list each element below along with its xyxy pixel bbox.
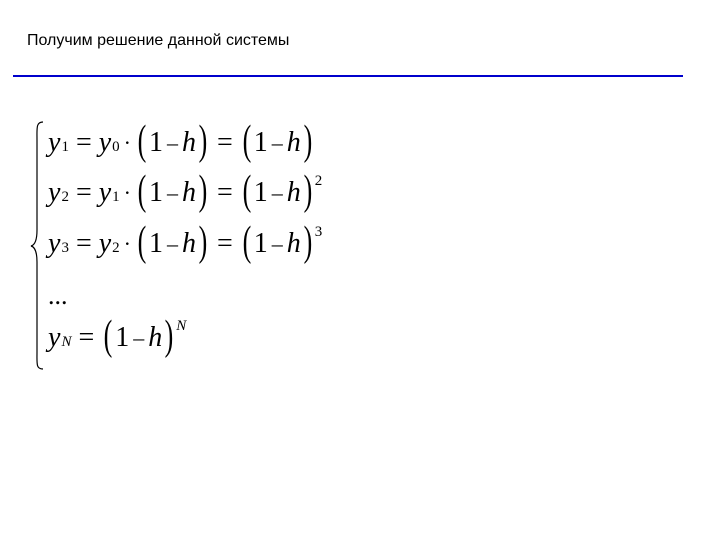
eq1-paren-close-2: ) xyxy=(303,118,313,164)
equation-3 xyxy=(48,219,323,265)
eq2-paren-open: ( xyxy=(137,168,147,214)
eq3-power: 3 xyxy=(314,223,323,240)
eq2-var: y xyxy=(98,177,112,208)
eq1-var: y xyxy=(98,127,112,158)
eq3-paren-open: ( xyxy=(137,219,147,265)
eq3-var-sub: 2 xyxy=(112,239,120,256)
eq2-minus: – xyxy=(167,180,178,205)
eq3-paren-close-2: ) xyxy=(303,219,313,265)
eq3-paren-close: ) xyxy=(198,219,208,265)
eq3-one-2: 1 xyxy=(253,228,268,259)
eqN-lhs: y xyxy=(48,322,61,353)
eq1-minus-2: – xyxy=(271,130,283,155)
ellipsis: ... xyxy=(48,281,68,310)
eq2-power: 2 xyxy=(314,172,323,189)
eq2-var-sub: 1 xyxy=(112,188,120,205)
eq2-minus-2: – xyxy=(271,180,283,205)
eq2-h-2: h xyxy=(286,177,301,208)
eq1-equals-2: = xyxy=(217,127,233,158)
eq1-minus: – xyxy=(167,130,178,155)
eqN-paren-close: ) xyxy=(164,313,174,359)
eqN-equals: = xyxy=(78,322,95,353)
eq2-lhs-sub: 2 xyxy=(61,188,69,205)
slide-title: Получим решение данной системы xyxy=(27,32,290,49)
eq3-var: y xyxy=(98,228,112,259)
eq3-paren-open-2: ( xyxy=(242,219,252,265)
eq3-lhs: y xyxy=(48,228,61,259)
eqN-paren-open: ( xyxy=(103,313,113,359)
eq2-paren-open-2: ( xyxy=(242,168,252,214)
eqN-minus: – xyxy=(133,325,145,350)
title-divider xyxy=(13,75,683,77)
eq1-var-sub: 0 xyxy=(112,138,120,155)
eq2-one: 1 xyxy=(149,177,163,208)
eqN-h: h xyxy=(148,322,163,353)
eq3-h-2: h xyxy=(286,228,301,259)
eq1-equals: = xyxy=(75,127,92,158)
eq3-minus-2: – xyxy=(271,231,283,256)
eq1-h-2: h xyxy=(286,127,301,158)
eq1-h: h xyxy=(182,127,196,158)
equation-n xyxy=(48,313,187,359)
equation-1 xyxy=(48,118,315,164)
eq3-lhs-sub: 3 xyxy=(61,239,69,256)
eq2-h: h xyxy=(182,177,196,208)
eq1-paren-open-2: ( xyxy=(242,118,252,164)
eq1-paren-open: ( xyxy=(137,118,147,164)
eq1-lhs: y xyxy=(48,127,61,158)
eq2-equals-2: = xyxy=(217,177,233,208)
eq2-paren-close-2: ) xyxy=(303,168,313,214)
eqN-power: N xyxy=(176,317,187,334)
eq1-paren-close: ) xyxy=(198,118,208,164)
eq1-one: 1 xyxy=(149,127,163,158)
eq3-equals: = xyxy=(75,228,92,259)
eqN-lhs-sub: N xyxy=(61,333,72,350)
eq2-one-2: 1 xyxy=(253,177,268,208)
eq3-equals-2: = xyxy=(217,228,233,259)
eq3-h: h xyxy=(182,228,196,259)
left-brace xyxy=(30,118,46,373)
eq1-lhs-sub: 1 xyxy=(61,138,69,155)
eqN-one: 1 xyxy=(115,322,130,353)
eq2-dot: · xyxy=(123,180,131,205)
eq1-one-2: 1 xyxy=(253,127,268,158)
eq2-lhs: y xyxy=(48,177,61,208)
eq3-one: 1 xyxy=(149,228,163,259)
eq3-minus: – xyxy=(167,231,178,256)
eq1-dot: · xyxy=(123,130,131,155)
eq3-dot: · xyxy=(123,231,131,256)
eq2-equals: = xyxy=(75,177,92,208)
equation-2 xyxy=(48,168,323,214)
eq2-paren-close: ) xyxy=(198,168,208,214)
equation-system xyxy=(30,118,350,373)
